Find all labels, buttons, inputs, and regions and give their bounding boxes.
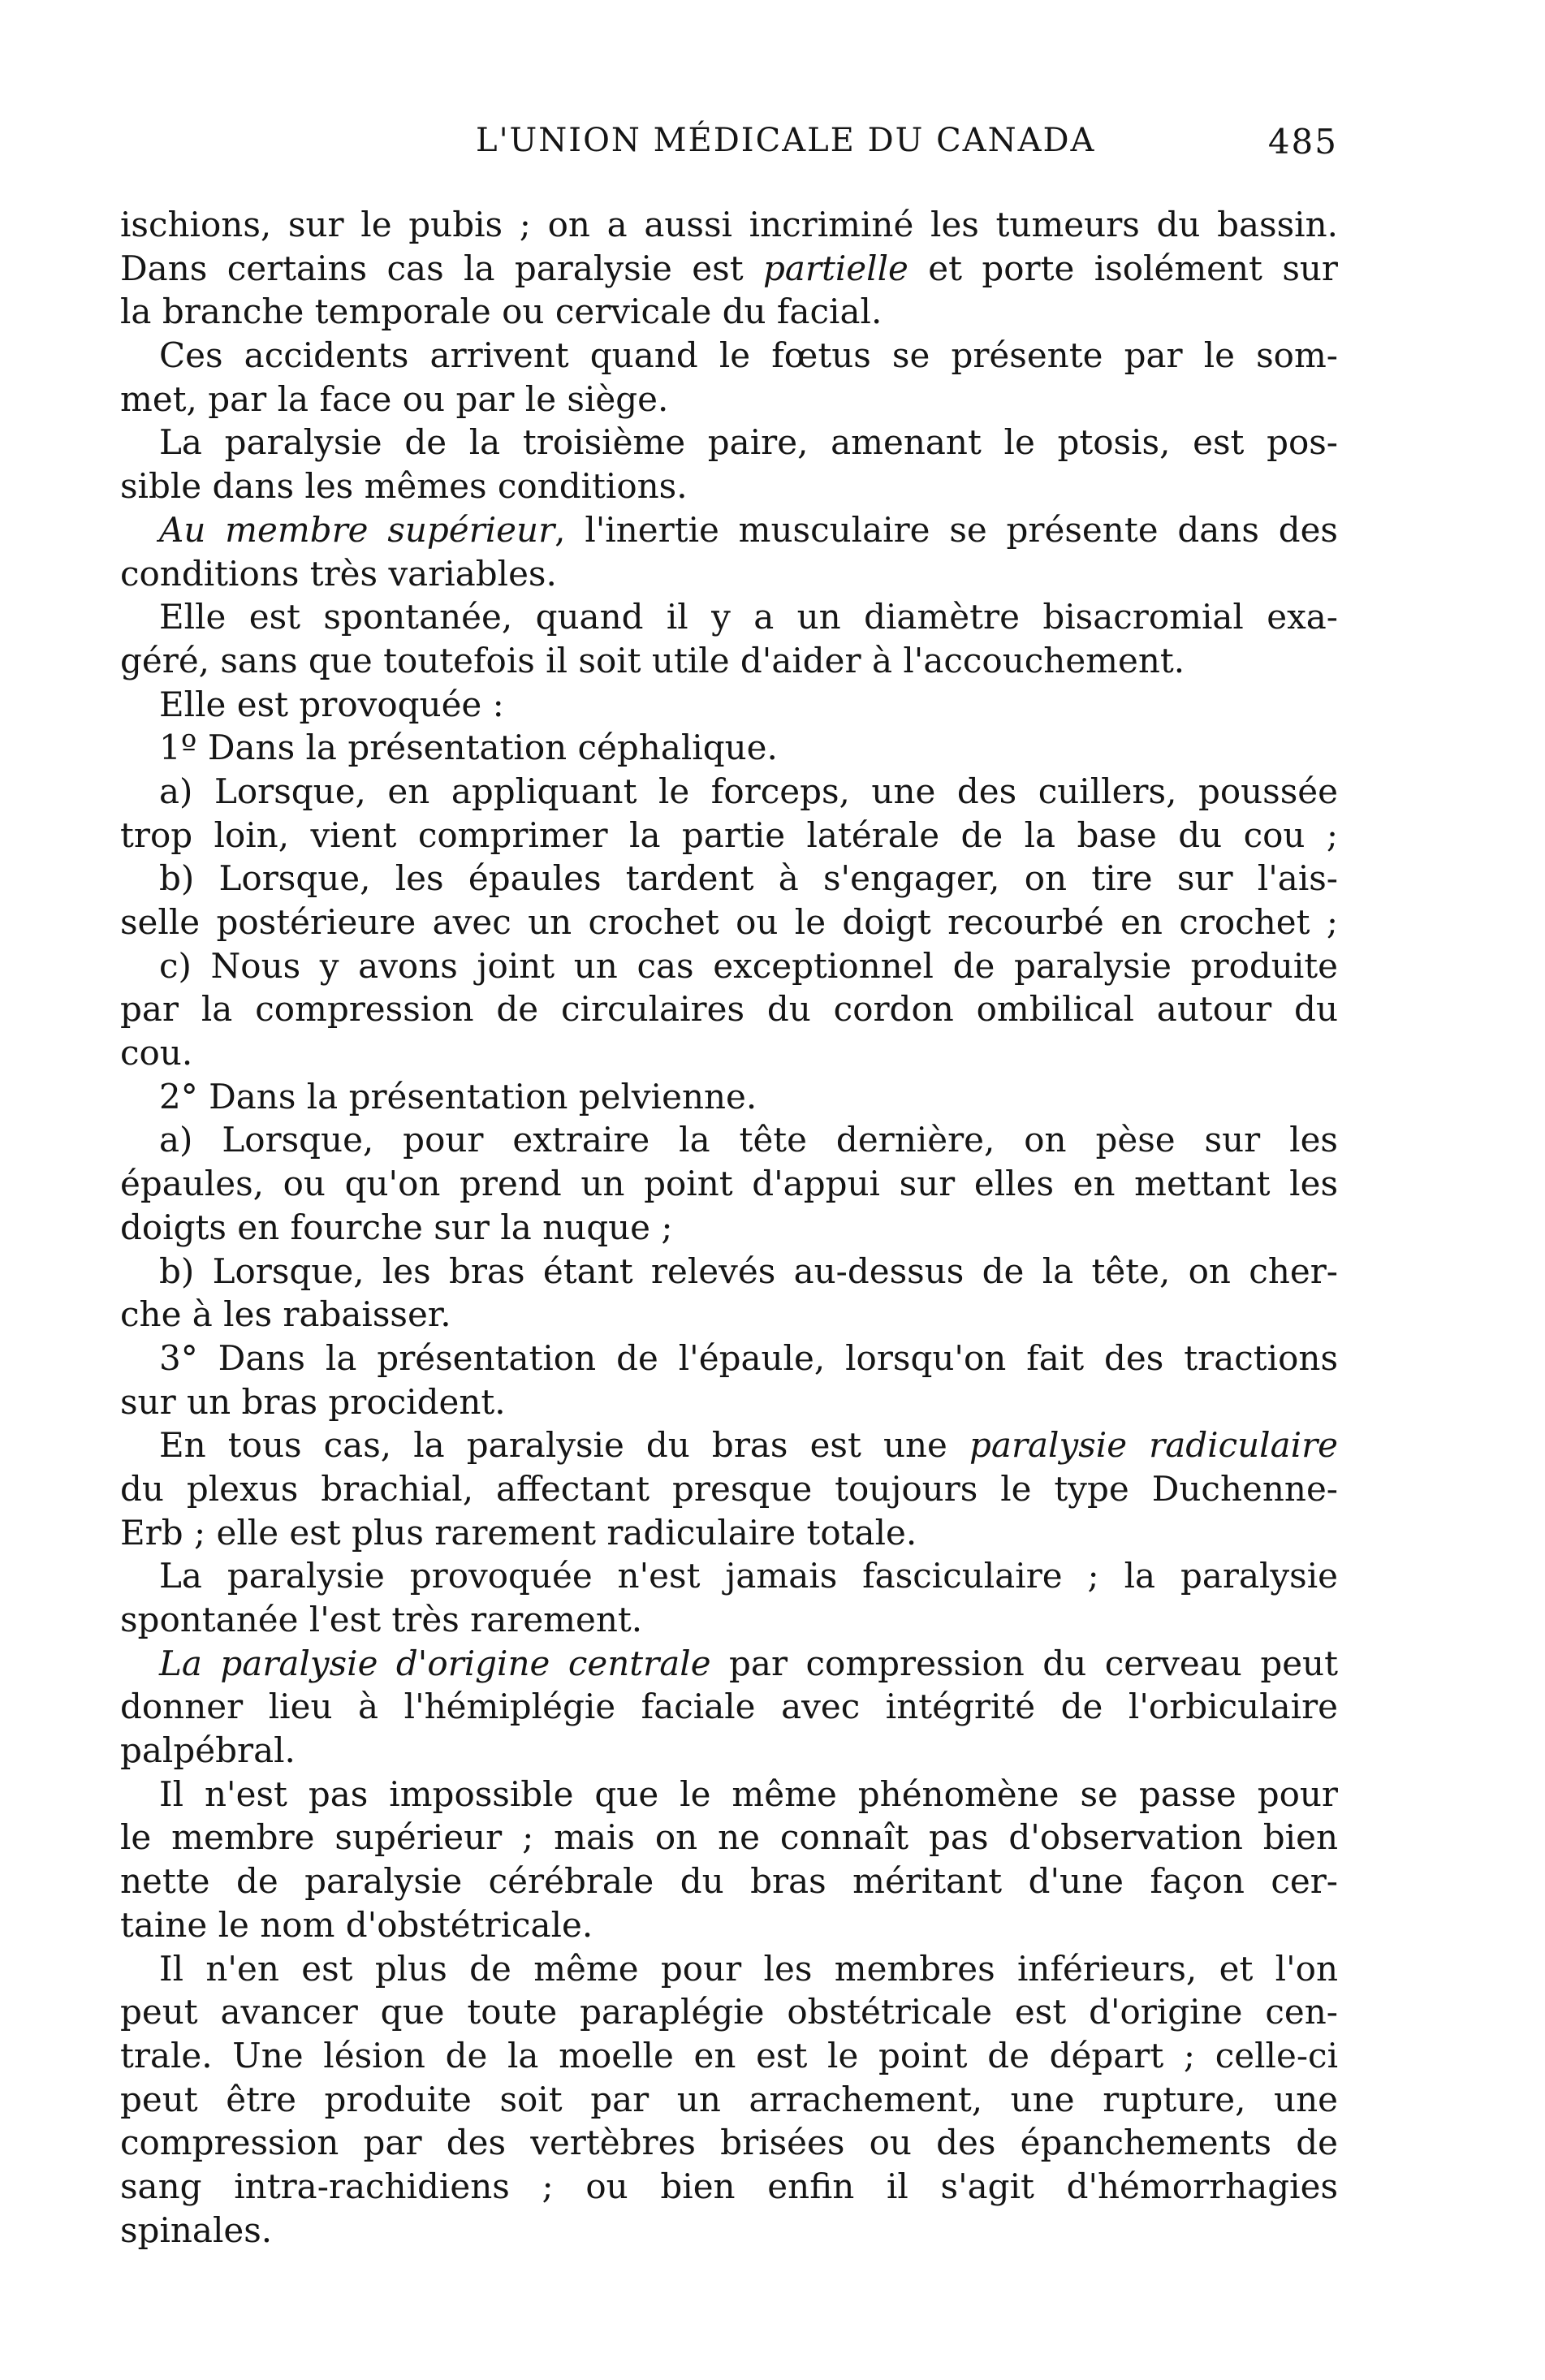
text-run: , l'inertie musculaire se présente dans des [555, 509, 1338, 550]
text-line: donner lieu à l'hémiplégie faciale avec intégrité de l'orbiculaire [120, 1687, 1338, 1727]
text-line: spontanée l'est très rarement. [120, 1600, 643, 1639]
text-line: b) Lorsque, les épaules tardent à s'engager, on tire sur l'ais- [159, 858, 1338, 899]
text-line: a) Lorsque, en appliquant le forceps, une des cuillers, poussée [159, 771, 1338, 811]
text-run: En tous cas, la paralysie du bras est une [159, 1425, 970, 1466]
text-line: 1º Dans la présentation céphalique. [159, 728, 778, 768]
journal-title: L'UNION MÉDICALE DU CANADA [476, 122, 1096, 159]
text-line: doigts en fourche sur la nuque ; [120, 1207, 673, 1247]
text-line: cou. [120, 1033, 193, 1073]
text-line: Erb ; elle est plus rarement radiculaire totale. [120, 1512, 917, 1553]
text-line: sible dans les mêmes conditions. [120, 466, 688, 507]
text-line: nette de paralysie cérébrale du bras méritant d'une façon cer- [120, 1861, 1338, 1902]
text-line: 3° Dans la présentation de l'épaule, lorsqu'on fait des tractions [159, 1337, 1338, 1378]
text-line: sang intra-rachidiens ; ou bien enfin il s'agit d'hémorrhagies [120, 2166, 1338, 2206]
text-line: taine le nom d'obstétricale. [120, 1904, 593, 1945]
text-line: Elle est provoquée : [159, 684, 504, 724]
text-line: 2° Dans la présentation pelvienne. [159, 1076, 757, 1117]
text-run: par compression du cerveau peut [710, 1643, 1338, 1683]
text-line: che à les rabaisser. [120, 1294, 451, 1335]
text-line: La paralysie de la troisième paire, amenant le ptosis, est pos- [159, 422, 1338, 463]
text-line: trale. Une lésion de la moelle en est le point de départ ; celle-ci [120, 2035, 1338, 2075]
text-line: peut être produite soit par un arrachement, une rupture, une [120, 2079, 1338, 2119]
text-run: Dans certains cas la paralysie est [120, 248, 763, 288]
text-line [120, 1642, 1338, 1686]
running-header [120, 122, 1338, 171]
text-line: palpébral. [120, 1730, 296, 1771]
italic-run: paralysie radiculaire [969, 1425, 1338, 1466]
text-line [120, 247, 1338, 291]
text-line: selle postérieure avec un crochet ou le doigt recourbé en crochet ; [120, 902, 1338, 942]
text-line: peut avancer que toute paraplégie obstétricale est d'origine cen- [120, 1992, 1338, 2032]
text-line [120, 1423, 1338, 1467]
text-line: Il n'est pas impossible que le même phénomène se passe pour [159, 1773, 1338, 1814]
text-line: spinales. [120, 2209, 273, 2250]
text-run: et porte isolément sur [908, 248, 1338, 288]
page-number: 485 [1267, 122, 1338, 162]
text-line: la branche temporale ou cervicale du facial. [120, 292, 883, 332]
italic-run: Au membre supérieur [159, 509, 555, 550]
text-line: trop loin, vient comprimer la partie latérale de la base du cou ; [120, 814, 1338, 855]
text-line: le membre supérieur ; mais on ne connaît pas d'observation bien [120, 1817, 1338, 1858]
article-body [120, 203, 1338, 2252]
text-line: met, par la face ou par le siège. [120, 378, 669, 419]
text-line: du plexus brachial, affectant presque toujours le type Duchenne- [120, 1468, 1338, 1509]
text-line: compression par des vertèbres brisées ou des épanchements de [120, 2123, 1338, 2163]
italic-run: partielle [762, 248, 908, 288]
text-line: Ces accidents arrivent quand le fœtus se présente par le som- [159, 335, 1338, 376]
text-line: b) Lorsque, les bras étant relevés au-dessus de la tête, on cher- [159, 1250, 1338, 1291]
text-line: ischions, sur le pubis ; on a aussi incriminé les tumeurs du bassin. [120, 205, 1338, 244]
text-line: par la compression de circulaires du cordon ombilical autour du [120, 989, 1338, 1030]
text-line: Elle est spontanée, quand il y a un diamètre bisacromial exa- [159, 597, 1338, 637]
text-line: conditions très variables. [120, 553, 557, 594]
text-line: La paralysie provoquée n'est jamais fasciculaire ; la paralysie [159, 1556, 1338, 1596]
italic-run: La paralysie d'origine centrale [159, 1643, 711, 1683]
text-line: Il n'en est plus de même pour les membres inférieurs, et l'on [159, 1948, 1338, 1989]
text-line [120, 508, 1338, 552]
text-line: c) Nous y avons joint un cas exceptionnel de paralysie produite [159, 945, 1338, 986]
text-line: a) Lorsque, pour extraire la tête dernière, on pèse sur les [159, 1120, 1338, 1160]
text-line: sur un bras procident. [120, 1381, 506, 1422]
text-line: géré, sans que toutefois il soit utile d'aider à l'accouchement. [120, 640, 1185, 680]
text-line: épaules, ou qu'on prend un point d'appui sur elles en mettant les [120, 1164, 1338, 1204]
